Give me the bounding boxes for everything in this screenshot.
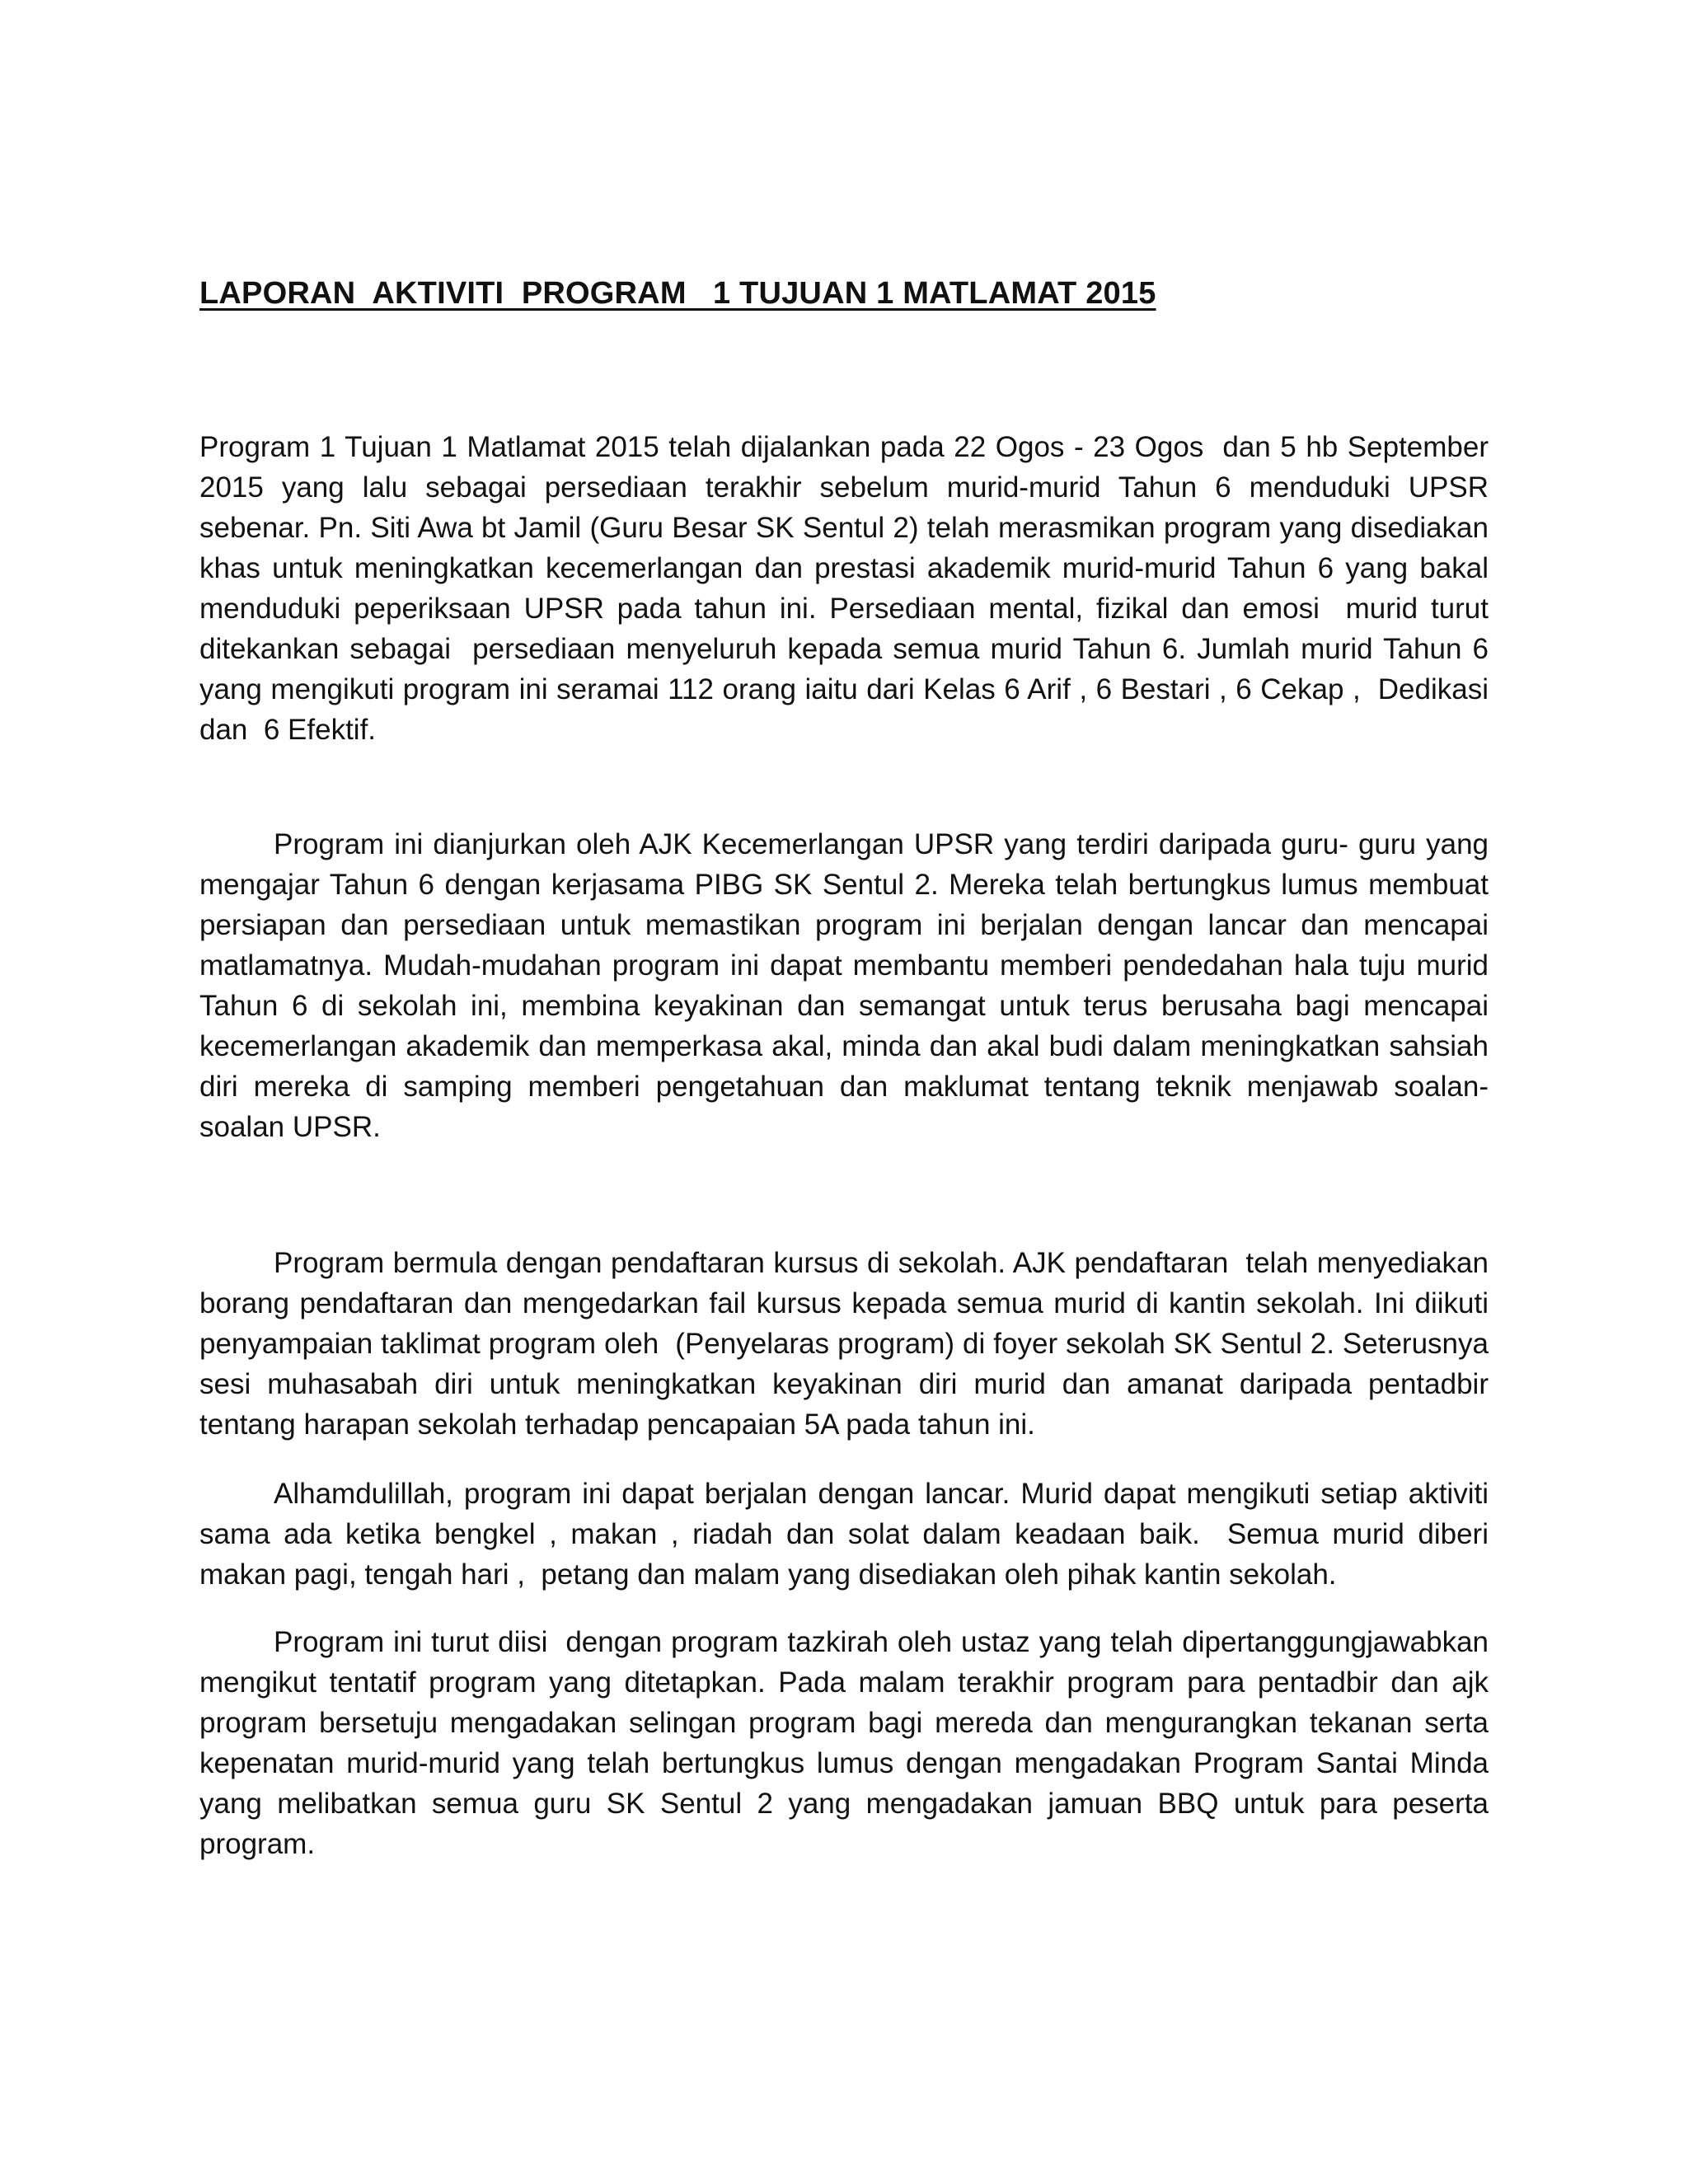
paragraph-introduction: Program 1 Tujuan 1 Matlamat 2015 telah dijalankan pada 22 Ogos - 23 Ogos dan 5 hb September 2015 yang lalu sebagai persediaan terakhir sebelum murid-murid Tahun 6 menduduki UPSR sebenar. Pn. Siti Awa bt Jamil (Guru Besar SK Sentul 2) telah merasmikan program yang disediakan khas untuk meningkatkan kecemerlangan dan prestasi akademik murid-murid Tahun 6 yang bakal menduduki peperiksaan UPSR pada tahun ini. Persediaan mental, fizikal dan emosi murid turut ditekankan sebagai persediaan menyeluruh kepada semua murid Tahun 6. Jumlah murid Tahun 6 yang mengikuti program ini seramai 112 orang iaitu dari Kelas 6 Arif , 6 Bestari , 6 Cekap , Dedikasi dan 6 Efektif.: [199, 431, 1505, 746]
document-title: LAPORAN AKTIVITI PROGRAM 1 TUJUAN 1 MATLAMAT 2015: [199, 276, 1156, 311]
paragraph-activities: Alhamdulillah, program ini dapat berjalan dengan lancar. Murid dapat mengikuti setiap aktiviti sama ada ketika bengkel , makan , riadah dan solat dalam keadaan baik. Semua murid diberi makan pagi, tengah hari , petang dan malam yang disediakan oleh pihak kantin sekolah.: [199, 1478, 1497, 1591]
paragraph-organizer: Program ini dianjurkan oleh AJK Kecemerlangan UPSR yang terdiri daripada guru- guru yang mengajar Tahun 6 dengan kerjasama PIBG SK Sentul 2. Mereka telah bertungkus lumus membuat persiapan dan persediaan untuk memastikan program ini berjalan dengan lancar dan mencapai matlamatnya. Mudah-mudahan program ini dapat membantu memberi pendedahan hala tuju murid Tahun 6 di sekolah ini, membina keyakinan dan semangat untuk terus berusaha bagi mencapai kecemerlangan akademik dan memperkasa akal, minda dan akal budi dalam meningkatkan sahsiah diri mereka di samping memberi pengetahuan dan maklumat tentang teknik menjawab soalan-soalan UPSR.: [199, 828, 1497, 1143]
paragraph-tazkirah: Program ini turut diisi dengan program tazkirah oleh ustaz yang telah dipertanggungjawabkan mengikut tentatif program yang ditetapkan. Pada malam terakhir program para pentadbir dan ajk program bersetuju mengadakan selingan program bagi mereda dan mengurangkan tekanan serta kepenatan murid-murid yang telah bertungkus lumus dengan mengadakan Program Santai Minda yang melibatkan semua guru SK Sentul 2 yang mengadakan jamuan BBQ untuk para peserta program.: [199, 1626, 1497, 1860]
paragraph-registration: Program bermula dengan pendaftaran kursus di sekolah. AJK pendaftaran telah menyediakan borang pendaftaran dan mengedarkan fail kursus kepada semua murid di kantin sekolah. Ini diikuti penyampaian taklimat program oleh (Penyelaras program) di foyer sekolah SK Sentul 2. Seterusnya sesi muhasabah diri untuk meningkatkan keyakinan diri murid dan amanat daripada pentadbir tentang harapan sekolah terhadap pencapaian 5A pada tahun ini.: [199, 1247, 1497, 1441]
